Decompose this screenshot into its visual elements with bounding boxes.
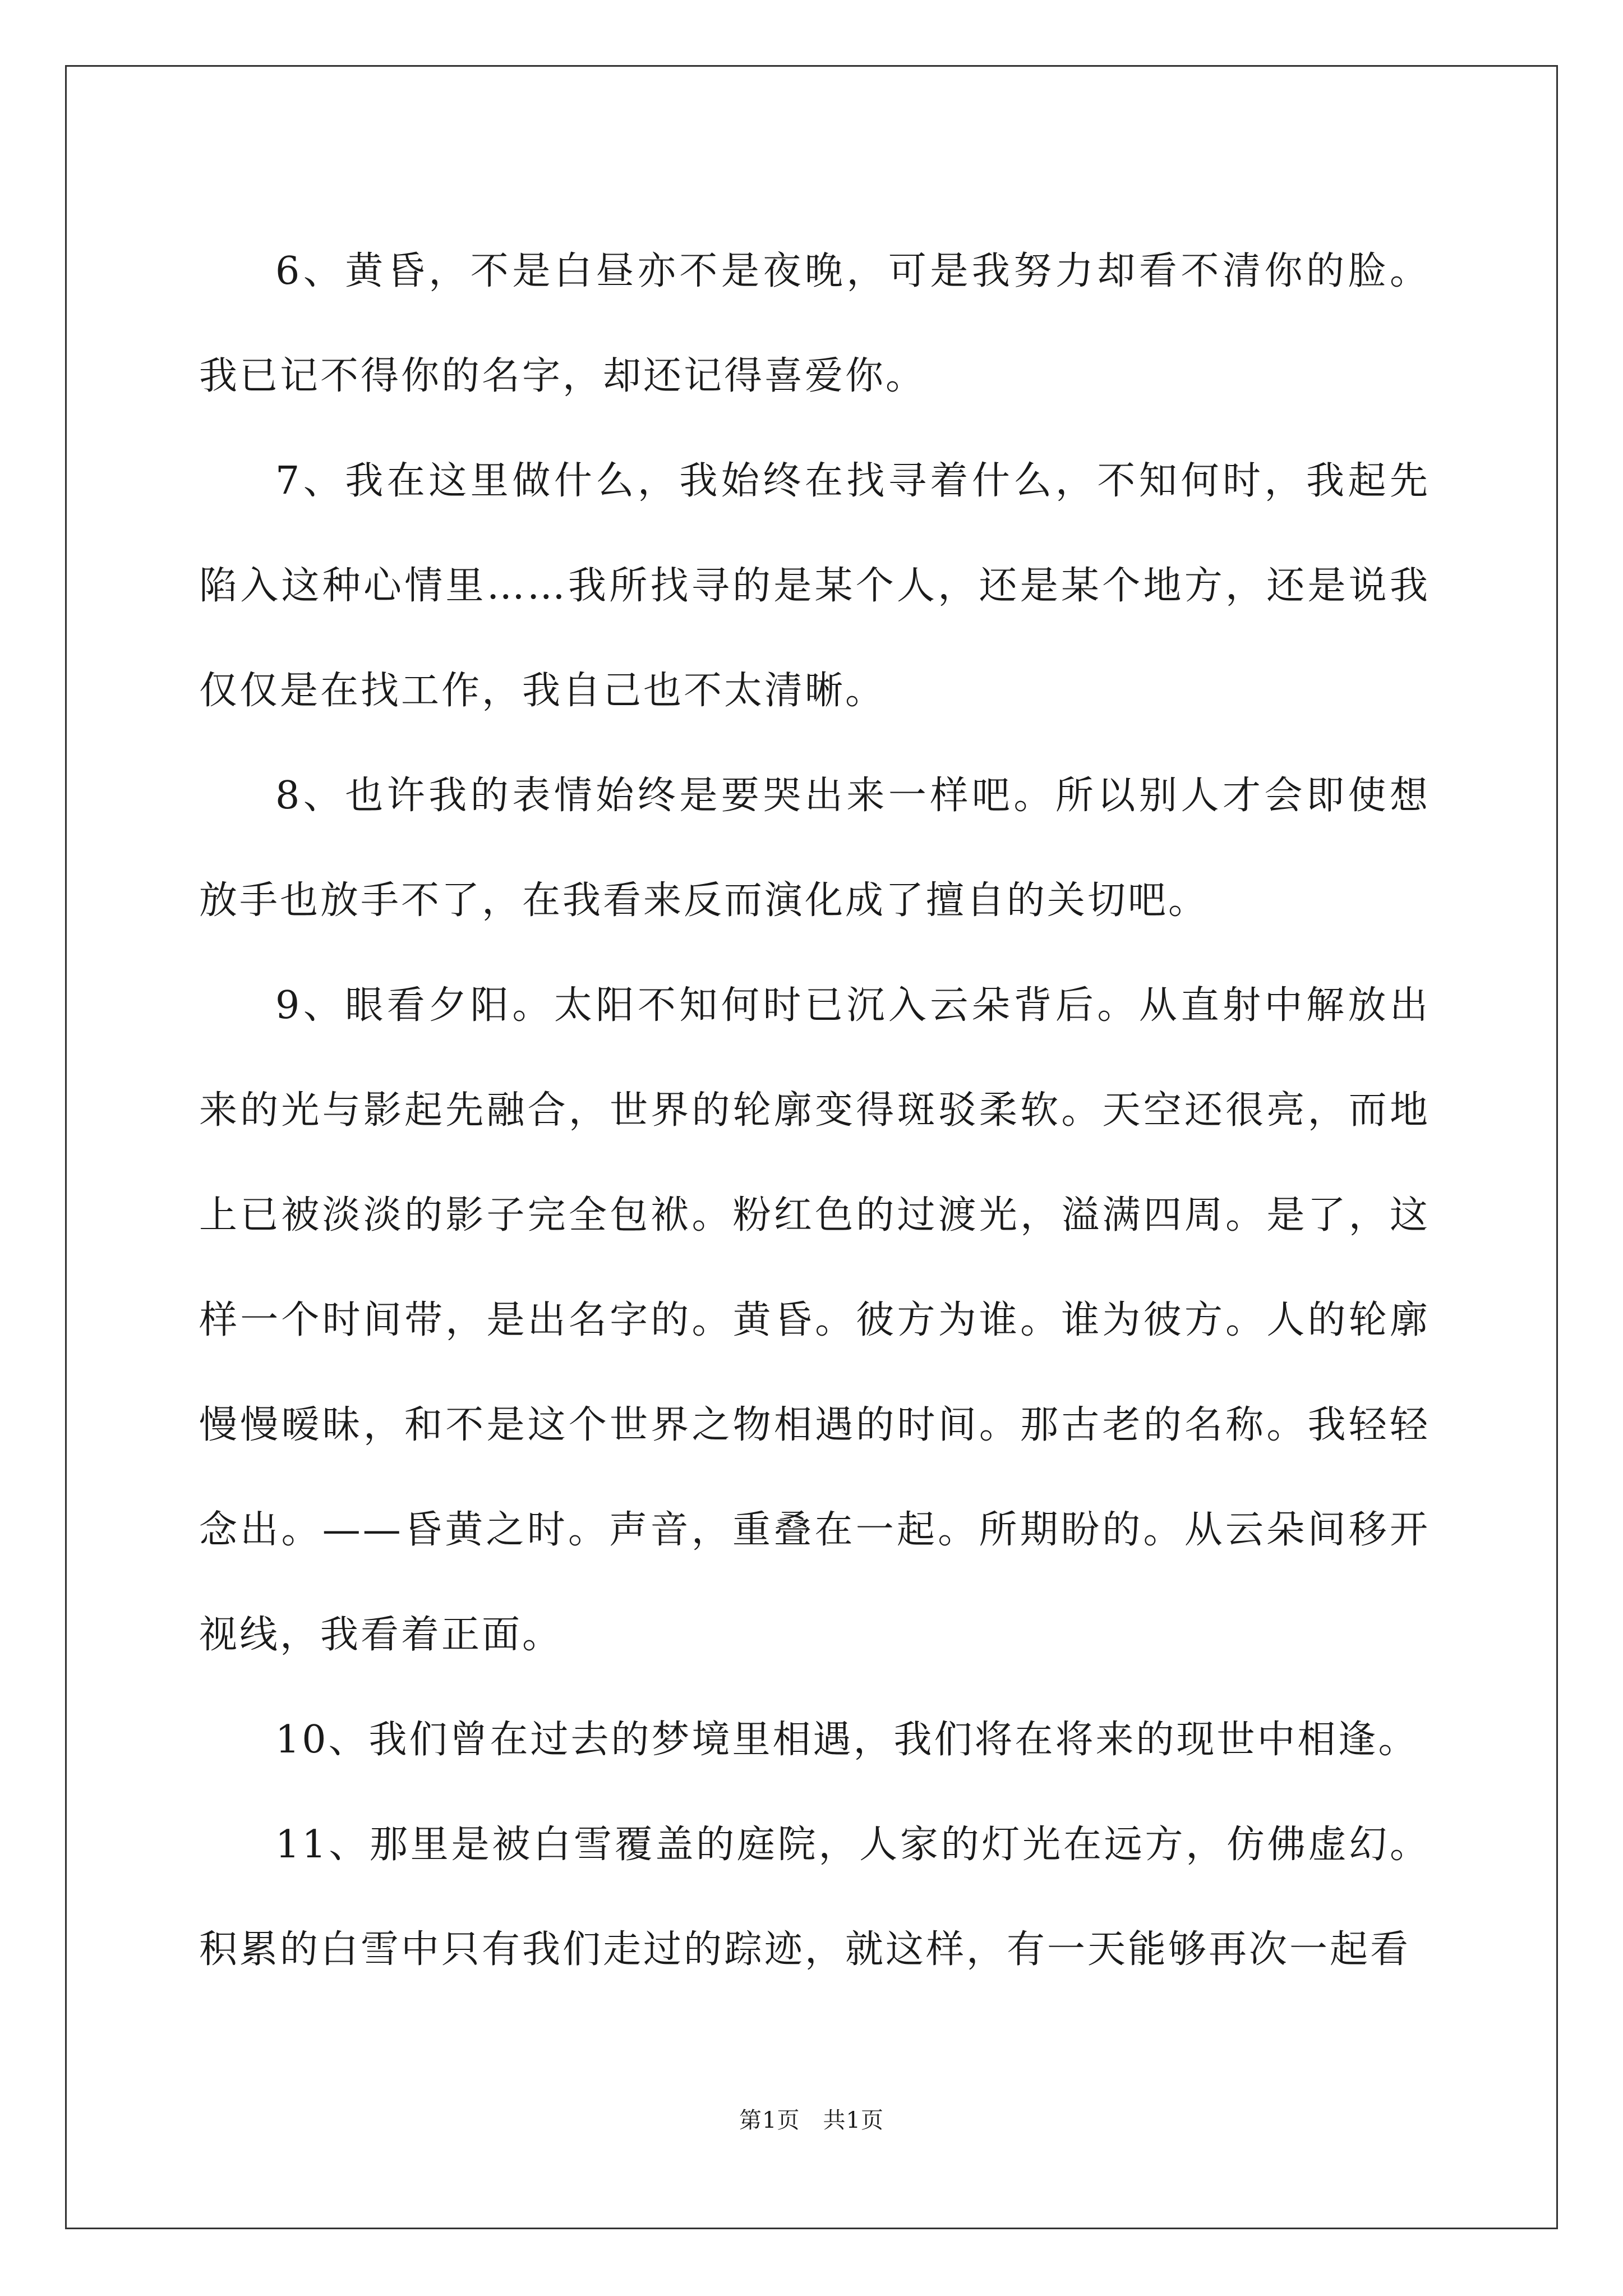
paragraph-8: 8、也许我的表情始终是要哭出来一样吧。所以别人才会即使想放手也放手不了，在我看来反而演化成了擅自的关切吧。 [199,774,1430,923]
document-body [199,219,1430,2002]
paragraph-7: 7、我在这里做什么，我始终在找寻着什么，不知何时，我起先陷入这种心情里……我所找寻的是某个人，还是某个地方，还是说我仅仅是在找工作，我自己也不太清晰。 [199,459,1430,713]
paragraph-6: 6、黄昏，不是白昼亦不是夜晚，可是我努力却看不清你的脸。我已记不得你的名字，却还记得喜爱你。 [199,249,1430,398]
paragraph-11: 11、那里是被白雪覆盖的庭院，人家的灯光在远方，仿佛虚幻。积累的白雪中只有我们走过的踪迹，就这样，有一天能够再次一起看 [199,1823,1430,1972]
page-footer: 第1页 共1页 [739,2108,884,2133]
paragraph-9: 9、眼看夕阳。太阳不知何时已沉入云朵背后。从直射中解放出来的光与影起先融合，世界的轮廓变得斑驳柔软。天空还很亮，而地上已被淡淡的影子完全包袱。粉红色的过渡光，溢满四周。是了，这样一个时间带，是出名字的。黄昏。彼方为谁。谁为彼方。人的轮廓慢慢暧昧，和不是这个世界之物相遇的时间。那古老的名称。我轻轻念出。——昏黄之时。声音，重叠在一起。所期盼的。从云朵间移开视线，我看着正面。 [199,983,1430,1657]
paragraph-10: 10、我们曾在过去的梦境里相遇，我们将在将来的现世中相逢。 [275,1718,1419,1762]
